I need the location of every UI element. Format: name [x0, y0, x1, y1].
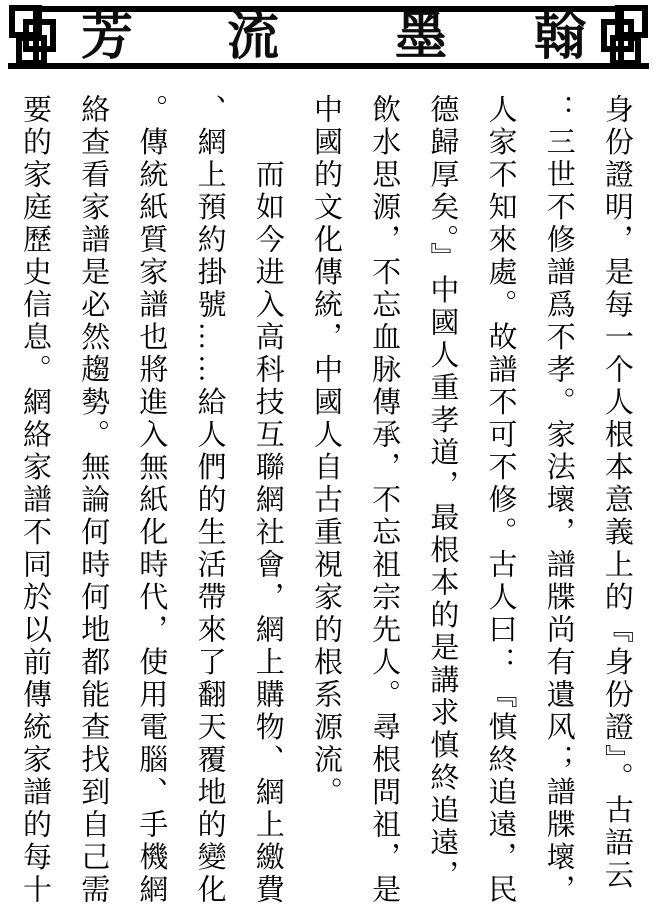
title-character: 芳	[80, 9, 133, 66]
text-column: 絡查看家譜是必然趨勢。無論何時何地都能查找到自己需	[77, 94, 110, 907]
title-character: 翰	[533, 9, 586, 66]
text-column: 中國的文化傳統，中國人自古重視家的根系源流。	[309, 94, 342, 809]
text-column: 人家不知來處。故譜不可不修。古人曰：『慎終追遠，民	[484, 94, 517, 907]
text-column: 要的家庭歷史信息。網絡家譜不同於以前傳統家譜的每十	[19, 94, 51, 907]
title-banner	[0, 0, 657, 82]
text-column: 、網上預約掛號……給人們的生活帶來了翻天覆地的變化	[193, 94, 226, 907]
title-characters	[0, 0, 657, 82]
text-column: 。傳統紙質家譜也將進入無紙化時代，使用電腦、手機網	[135, 94, 168, 907]
text-column: 德歸厚矣。』中國人重孝道，最根本的是講求慎終追遠，	[426, 94, 459, 892]
title-character: 流	[226, 9, 279, 66]
text-column: 而如今进入高科技互聯網社會，網上購物、網上繳費	[251, 94, 284, 907]
text-column: 飲水思源，不忘血脉傳承，不忘祖宗先人。尋根問祖，是	[368, 94, 401, 907]
title-character: 墨	[394, 9, 447, 66]
text-columns	[6, 94, 645, 918]
text-column: ：三世不修譜爲不孝。家法壞，譜牒尚有遺风；譜牒壞，	[542, 94, 575, 907]
text-column: 身份證明，是每一个人根本意義上的『身份證』。古語云	[600, 94, 633, 892]
